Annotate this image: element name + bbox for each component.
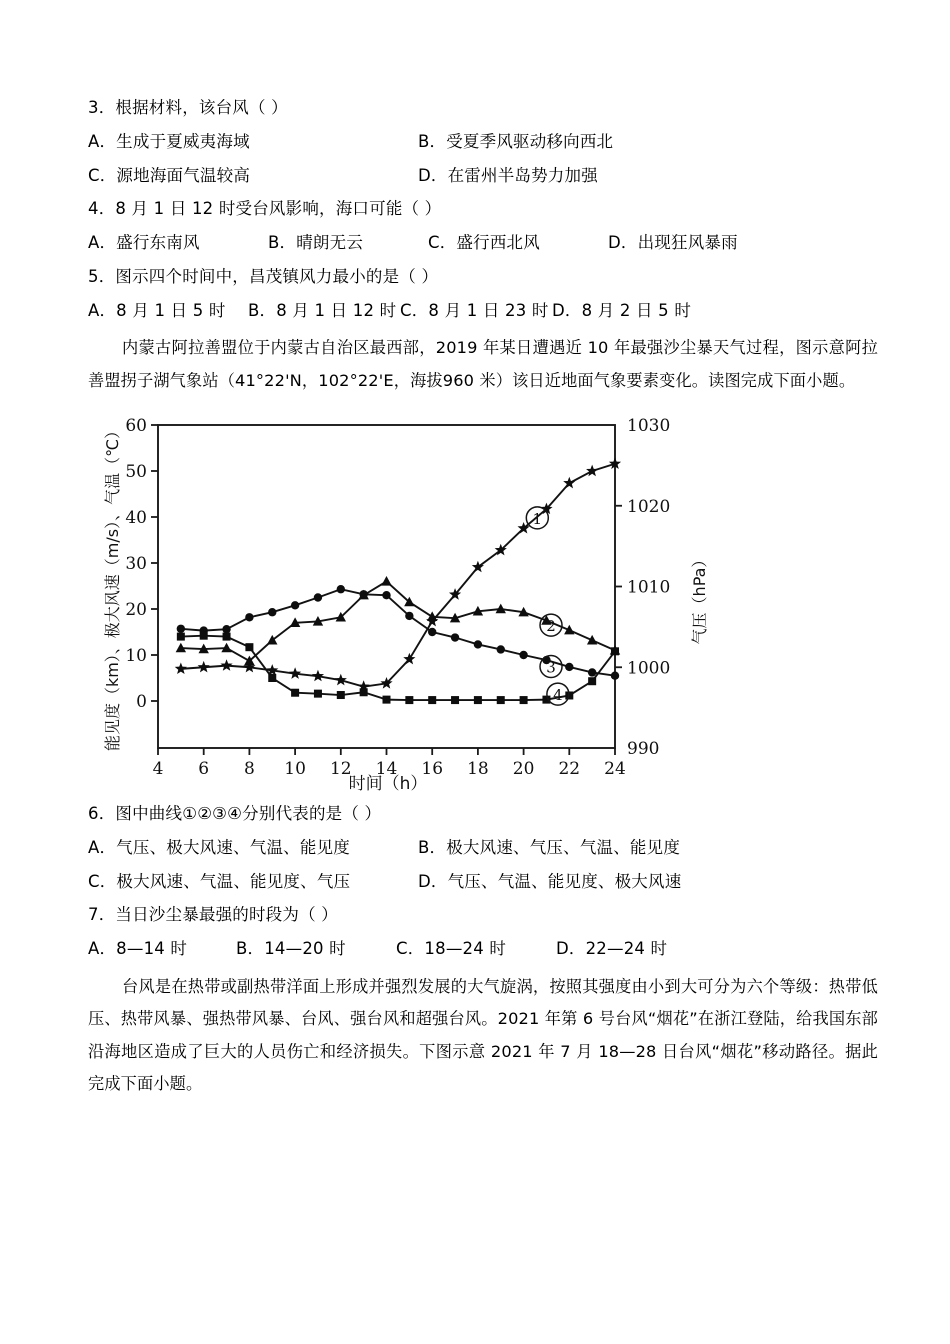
question-7-option-a[interactable]: A．8—14 时 (88, 939, 188, 959)
question-6-option-c[interactable]: C．极大风速、气温、能见度、气压 (88, 871, 351, 891)
passage-typhoon: 台风是在热带或副热带洋面上形成并强烈发展的大气旋涡，按照其强度由小到大可分为六个等级：热带低压、热带风暴、强热带风暴、台风、强台风和超强台风。2021 年第 6 号台风“烟花”在浙江登陆，给我国东部沿海地区造成了巨大的人员伤亡和经济损失。下图示意 2021 年 7 月 18—28 日台风“烟花”移动路径。据此完成下面小题。 (88, 976, 878, 1094)
left-axis-title: 能见度（km）、极大风速（m/s）、气温（℃） (103, 422, 122, 752)
chart-series-label-text: 3 (546, 658, 556, 677)
question-3-option-c[interactable]: C．源地海面气温较高 (88, 165, 251, 185)
question-3-option-d[interactable]: D．在雷州半岛势力加强 (418, 165, 598, 185)
question-6-stem: 6．图中曲线①②③④分别代表的是（ ） (88, 804, 382, 824)
chart-series-label-3 (540, 656, 562, 678)
x-axis-tick-label: 22 (558, 759, 581, 780)
chart-series-label-text: 2 (546, 617, 556, 636)
left-axis-tick-label: 60 (125, 416, 147, 437)
question-3-options-row2 (88, 164, 878, 189)
question-3-option-a[interactable]: A．生成于夏威夷海域 (88, 131, 250, 151)
right-axis-tick-label: 990 (627, 739, 660, 760)
left-axis-tick-label: 30 (125, 554, 147, 575)
x-axis-tick-label: 18 (467, 759, 489, 780)
question-4-option-c[interactable]: C．盛行西北风 (428, 233, 540, 252)
question-5-stem: 5．图示四个时间中，昌茂镇风力最小的是（ ） (88, 266, 439, 286)
left-axis-tick-label: 20 (125, 600, 147, 621)
question-5-option-d[interactable]: D．8 月 2 日 5 时 (552, 300, 692, 320)
question-4-option-b[interactable]: B．晴朗无云 (268, 233, 364, 252)
chart-svg (88, 403, 878, 798)
chart-series-label-text: 4 (553, 686, 563, 705)
page-content (88, 96, 878, 1104)
question-5-option-b[interactable]: B．8 月 1 日 12 时 (248, 300, 397, 320)
question-6-options-row2 (88, 870, 878, 895)
meteorological-elements-chart (88, 403, 878, 798)
right-axis-tick-label: 1020 (627, 496, 671, 517)
x-axis-tick-label: 20 (512, 759, 535, 780)
left-axis (125, 416, 158, 712)
question-7-options (88, 937, 878, 962)
chart-series-label-text: 1 (532, 509, 543, 528)
question-7-stem: 7．当日沙尘暴最强的时段为（ ） (88, 905, 338, 925)
left-axis-tick-label: 0 (136, 692, 147, 713)
question-6-option-a[interactable]: A．气压、极大风速、气温、能见度 (88, 837, 350, 857)
question-7-option-c[interactable]: C．18—24 时 (396, 939, 507, 959)
right-axis-tick-label: 1030 (627, 416, 671, 437)
question-4-option-d[interactable]: D．出现狂风暴雨 (608, 233, 738, 252)
right-axis-tick-label: 1010 (627, 577, 671, 598)
question-5-option-c[interactable]: C．8 月 1 日 23 时 (400, 300, 549, 320)
x-axis-title: 时间（h） (348, 774, 428, 795)
question-6-options (88, 836, 878, 861)
right-axis (615, 416, 670, 759)
question-3-stem: 3．根据材料，该台风（ ） (88, 98, 288, 117)
chart-series-label-1 (526, 507, 548, 529)
question-6-option-b[interactable]: B．极大风速、气压、气温、能见度 (418, 837, 681, 857)
left-axis-tick-label: 50 (125, 462, 147, 483)
question-3-option-b[interactable]: B．受夏季风驱动移向西北 (418, 131, 614, 151)
passage-alxa: 内蒙古阿拉善盟位于内蒙古自治区最西部，2019 年某日遭遇近 10 年最强沙尘暴天气过程，图示意阿拉善盟拐子湖气象站（41°22'N，102°22'E，海拔960 米）该日近地面气象要素变化。读图完成下面小题。 (88, 338, 878, 390)
x-axis-tick-label: 8 (243, 759, 255, 780)
x-axis-tick-label: 16 (421, 759, 444, 780)
question-4-option-a[interactable]: A．盛行东南风 (88, 233, 200, 252)
x-axis-tick-label: 6 (198, 759, 210, 780)
x-axis-tick-label: 24 (604, 759, 626, 780)
right-axis-title: 气压（hPa） (690, 551, 709, 645)
question-4-stem: 4．8 月 1 日 12 时受台风影响，海口可能（ ） (88, 199, 442, 219)
left-axis-tick-label: 40 (125, 508, 147, 529)
x-axis-tick-label: 14 (375, 759, 398, 780)
question-3-options (88, 130, 878, 155)
x-axis-tick-label: 4 (152, 759, 164, 780)
question-7-option-b[interactable]: B．14—20 时 (236, 939, 346, 959)
x-axis-tick-label: 12 (329, 759, 352, 780)
question-6-option-d[interactable]: D．气压、气温、能见度、极大风速 (418, 871, 682, 891)
question-7-option-d[interactable]: D．22—24 时 (556, 939, 668, 959)
left-axis-tick-label: 10 (125, 646, 147, 667)
question-5-option-a[interactable]: A．8 月 1 日 5 时 (88, 300, 226, 320)
x-axis-tick-label: 10 (284, 759, 306, 780)
question-4-options (88, 231, 878, 256)
chart-annotations (526, 507, 569, 705)
right-axis-tick-label: 1000 (627, 658, 671, 679)
question-5-options (88, 299, 878, 324)
